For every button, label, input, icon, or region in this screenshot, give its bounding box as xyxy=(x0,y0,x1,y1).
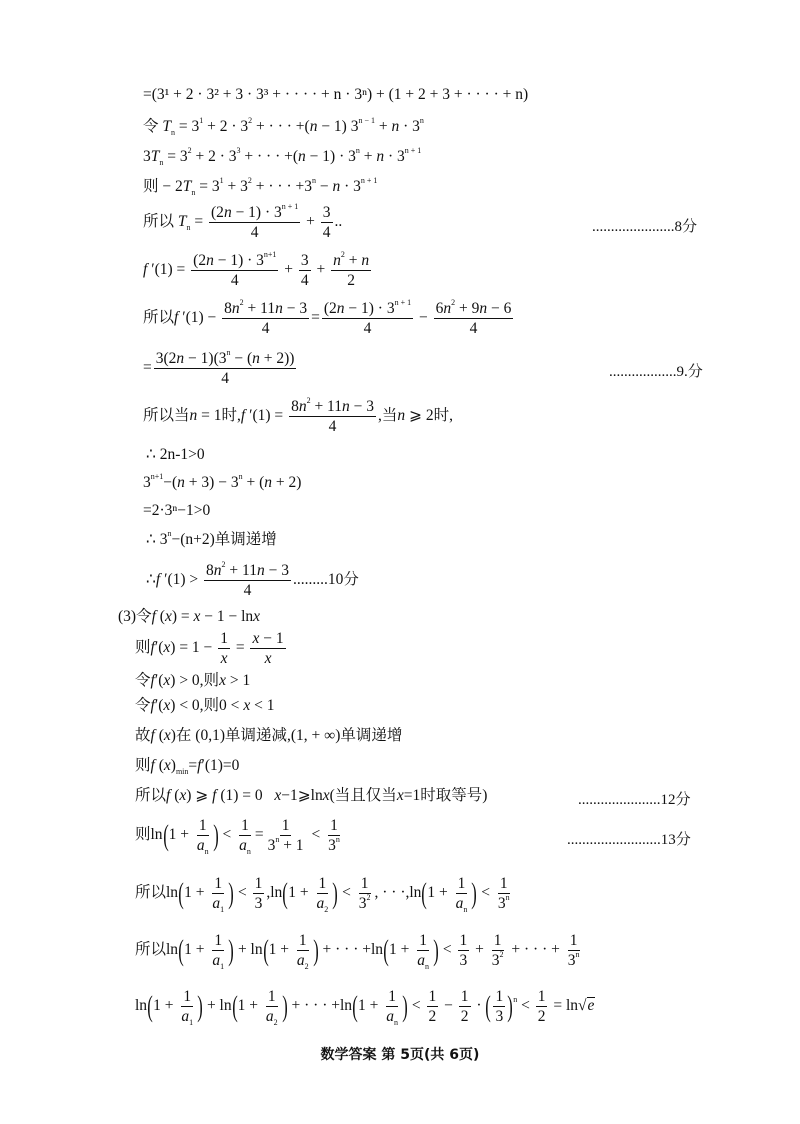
line-9: 所以当n = 1时,f ′(1) = $\frac{8n^2 + 11n - 3}{4}$ ,当n ⩾ 2时, xyxy=(143,395,454,435)
line-18: 令f′(x) < 0,则0 < x < 1 xyxy=(135,697,275,714)
line-3: $3T_n = 3^2 + 2 \cdot 3^3$ + · · · $+(n - 1) \cdot 3^n + n \cdot 3^{n + 1}$ xyxy=(143,145,422,168)
fraction: $\frac{(2n - 1) \cdot 3^{n + 1}}{4}$ xyxy=(211,201,299,241)
line-20: 则f $(x)_{min}=f'(1)=0$ xyxy=(135,757,240,777)
fraction: $\frac{3}{4}$ xyxy=(322,204,331,241)
line-2: 令 $T_n = 3^1 + 2 \cdot 3^2$ + · · · +(n − 1) $3^{n - 1} + n \cdot 3^n$ xyxy=(143,115,424,138)
line-21: 所以f (x) ⩾ f (1) = 0 x−1⩾lnx(当且仅当x=1时取等号) xyxy=(135,787,488,804)
line-22: 则ln(1 + $\frac{1}{a_n}$ ) < $\frac{1}{a_n}$ = $\frac{1}{3^n + 1}$ < $\frac{1}{3^n}$ xyxy=(135,817,340,857)
line-1 xyxy=(143,86,528,104)
line-14: ∴f ′(1) > $\frac{8n^2 + 11n - 3}{4}$ .........10分 xyxy=(146,559,359,599)
line-4: 则 − $2T_n = 3^1 + 3^2$ + · · · $+3^n - n \cdot 3^{n + 1}$ xyxy=(143,175,378,198)
line-10: ∴ 2n-1>0 xyxy=(146,446,205,463)
line-5: 所以 $T_n$ = $\frac{(2n - 1) \cdot 3^{n + 1}}{4}$ + $\frac{3}{4}$ .. xyxy=(143,201,343,241)
score-13: .........................13分 xyxy=(567,832,691,848)
score-12: ......................12分 xyxy=(578,792,691,808)
let-label: 令 xyxy=(143,118,159,135)
line-7: 所以f ′(1) − $\frac{8n^2 + 11n - 3}{4}$ = $\frac{(2n - 1) \cdot 3^{n + 1}}{4}$ − $\frac{6n^2 + 9n - 6}{4}$ xyxy=(143,297,512,337)
page-footer: 数学答案 第 5页(共 6页) xyxy=(320,1047,480,1063)
expansion-line: =(3¹ + 2 · 3² + 3 · 3³ + · · · · + n · 3ⁿ) + (1 + 2 + 3 + · · · · + n) xyxy=(143,86,529,103)
line-23: 所以ln(1 + $\frac{1}{a_1}$ ) < $\frac{1}{3}$ ,ln(1 + $\frac{1}{a_2}$ ) < $\frac{1}{3^2}$ , · · ·,ln(1 + $\frac{1}{a_n}$ ) < $\frac{1}{3^n}$ xyxy=(135,875,510,915)
line-16: 则f′(x) = 1 − $\frac{1}{x}$ = $\frac{x - 1}{x}$ xyxy=(135,630,284,667)
line-19: 故f (x)在 (0,1)单调递减,(1, + ∞)单调递增 xyxy=(135,727,403,744)
line-24: 所以ln(1 + $\frac{1}{a_1}$ ) + ln(1 + $\frac{1}{a_2}$ ) + · · · +ln(1 + $\frac{1}{a_n}$ ) < $\frac{1}{3}$ + $\frac{1}{3^2}$ + · · · + $\frac{1}{3^n}$ xyxy=(135,932,580,972)
then-label: 则 xyxy=(143,178,159,195)
score-8: ......................8分 xyxy=(592,219,698,235)
line-13: ∴ $3^n-(n+2)$单调递增 xyxy=(146,528,277,548)
line-15: (3)令f (x) = x − 1 − lnx xyxy=(118,608,261,625)
line-12: =2·3ⁿ−1>0 xyxy=(143,502,211,519)
line-6: f ′(1) = $\frac{(2n - 1) \cdot 3^{n+1}}{4}$ + $\frac{3}{4}$ + $\frac{n^2 + n}{2}$ xyxy=(143,249,370,289)
line-25: ln(1 + $\frac{1}{a_1}$ ) + ln(1 + $\frac{1}{a_2}$ ) + · · · +ln(1 + $\frac{1}{a_n}$ ) < $\frac{1}{2}$ − $\frac{1}{2}$ · ( $\frac{1}{3}$ )$^n$ < $\frac{1}{2}$ = ln√e xyxy=(135,988,595,1028)
score-9: ..................9.分 xyxy=(609,364,703,380)
line-8: = $\frac{3(2n - 1)(3^n - (n + 2))}{4}$ xyxy=(143,347,295,387)
line-11: $3^{n+1}-(n + 3) - 3^n + (n + 2)$ xyxy=(143,471,302,491)
line-17: 令f′(x) > 0,则x > 1 xyxy=(135,672,251,689)
